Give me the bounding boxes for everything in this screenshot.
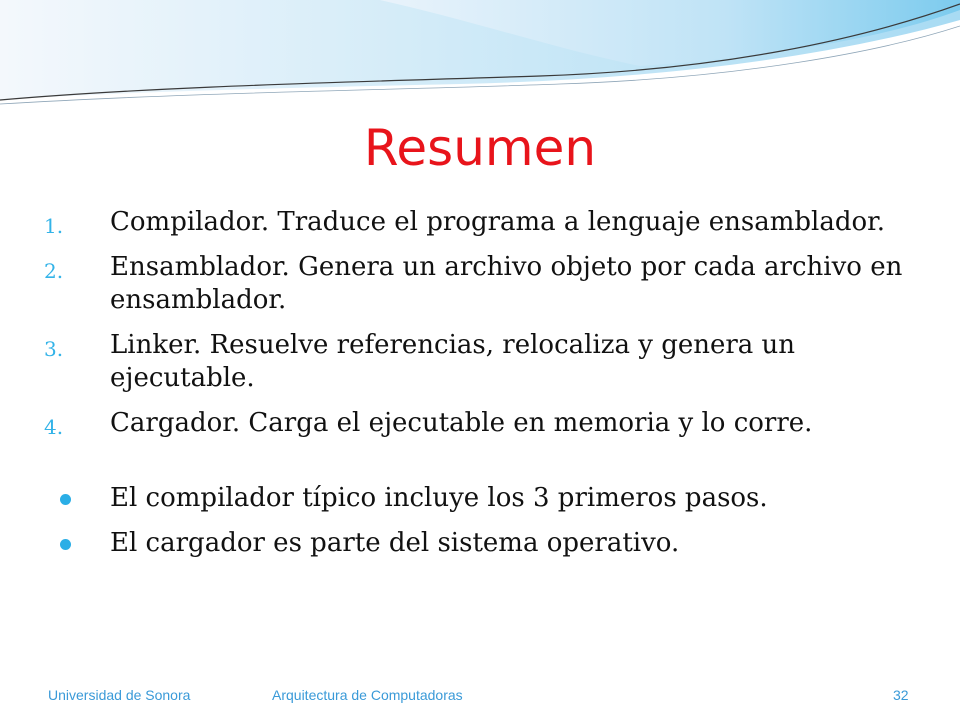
- bullet-item-1: [44, 482, 924, 515]
- item-text: Linker. Resuelve referencias, relocaliza y genera un ejecutable.: [110, 330, 796, 393]
- item-number: 3.: [44, 337, 64, 361]
- spacer: [44, 452, 924, 482]
- item-text: Compilador. Traduce el programa a lenguaje ensamblador.: [110, 207, 885, 237]
- bullet-dot-icon: [60, 494, 71, 505]
- bullet-dot-icon: [60, 539, 71, 550]
- footer-institution: Universidad de Sonora: [48, 687, 191, 703]
- item-number: 4.: [44, 415, 64, 439]
- slide-title: Resumen: [363, 119, 597, 177]
- bullet-item-2: [44, 527, 924, 560]
- item-text: Ensamblador. Genera un archivo objeto por cada archivo en ensamblador.: [110, 252, 903, 315]
- bullet-text: El cargador es parte del sistema operativo.: [110, 528, 680, 558]
- header-wave-decoration: [0, 0, 960, 130]
- numbered-item-3: [44, 329, 924, 395]
- footer-course: Arquitectura de Computadoras: [272, 687, 463, 703]
- numbered-item-2: [44, 251, 924, 317]
- item-number: 1.: [44, 214, 64, 238]
- page-number: 32: [893, 687, 909, 703]
- numbered-item-4: [44, 407, 924, 440]
- numbered-item-1: [44, 206, 924, 239]
- item-number: 2.: [44, 259, 64, 283]
- slide-content: [44, 206, 924, 572]
- item-text: Cargador. Carga el ejecutable en memoria y lo corre.: [110, 408, 813, 438]
- bullet-text: El compilador típico incluye los 3 primeros pasos.: [110, 483, 768, 513]
